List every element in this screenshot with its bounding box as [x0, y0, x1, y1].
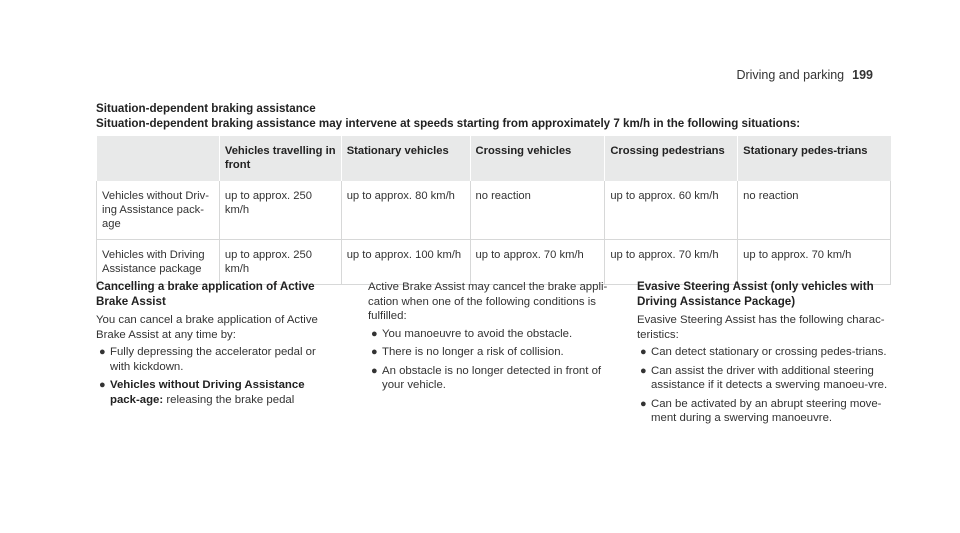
- intro-text: Situation-dependent braking assistance may intervene at speeds starting from approximately 7 km/h in the following situations:: [96, 117, 801, 130]
- bullet-icon: ●: [640, 364, 647, 377]
- list-item: [368, 327, 618, 342]
- table-header-cell: Vehicles travelling in front: [219, 136, 341, 181]
- list-item-text: releasing the brake pedal: [163, 393, 295, 406]
- table-header-cell: Crossing pedestrians: [605, 136, 738, 181]
- cancel-section: [96, 280, 336, 411]
- list-item: [96, 378, 336, 407]
- list-item-text: Can detect stationary or crossing pedes-trians.: [651, 346, 887, 358]
- bullet-icon: ●: [640, 346, 647, 358]
- evasive-section: [637, 280, 899, 430]
- list-item-label: Vehicles without Driving Assistance pack-age:: [110, 379, 305, 406]
- list-item-text: You manoeuvre to avoid the obstacle.: [382, 327, 573, 340]
- bullet-icon: ●: [371, 327, 378, 340]
- page-number: 199: [852, 68, 873, 82]
- list-item-text: Fully depressing the accelerator pedal or with kickdown.: [110, 346, 316, 373]
- table-cell: up to approx. 250 km/h: [219, 181, 341, 240]
- cancel-list: [96, 345, 336, 407]
- table-cell: Vehicles with Driving Assistance package: [97, 240, 220, 285]
- list-item: [96, 345, 336, 374]
- table-cell: no reaction: [470, 181, 605, 240]
- table-cell: up to approx. 70 km/h: [738, 240, 891, 285]
- bullet-icon: ●: [371, 364, 378, 377]
- cancel-intro: You can cancel a brake application of Active Brake Assist at any time by:: [96, 314, 318, 341]
- table-cell: up to approx. 60 km/h: [605, 181, 738, 240]
- bullet-icon: ●: [371, 346, 378, 358]
- list-item: [368, 364, 618, 393]
- list-item: [637, 397, 899, 426]
- table-row: [97, 240, 891, 285]
- bullet-icon: ●: [640, 397, 647, 410]
- list-item: [637, 345, 899, 360]
- table-header-cell: Crossing vehicles: [470, 136, 605, 181]
- table-cell: up to approx. 250 km/h: [219, 240, 341, 285]
- conditions-intro: Active Brake Assist may cancel the brake appli-cation when one of the following conditions is fulfilled:: [368, 281, 608, 322]
- evasive-title: Evasive Steering Assist (only vehicles with Driving Assistance Package): [637, 280, 874, 308]
- table-cell: up to approx. 70 km/h: [605, 240, 738, 285]
- table-header-row: [97, 136, 891, 181]
- section-title: Driving and parking: [736, 68, 845, 82]
- table-cell: up to approx. 70 km/h: [470, 240, 605, 285]
- table-cell: no reaction: [738, 181, 891, 240]
- table-cell: Vehicles without Driv-ing Assistance pack-age: [97, 181, 220, 240]
- braking-assistance-table: [96, 136, 891, 285]
- conditions-section: [368, 280, 618, 397]
- evasive-intro: Evasive Steering Assist has the following charac-teristics:: [637, 314, 885, 341]
- bullet-icon: ●: [99, 346, 106, 358]
- table-header-cell: Stationary pedes-trians: [738, 136, 891, 181]
- cancel-title: Cancelling a brake application of Active Brake Assist: [96, 280, 315, 308]
- table-cell: up to approx. 100 km/h: [341, 240, 470, 285]
- table-header-cell: [97, 136, 220, 181]
- table-row: [97, 181, 891, 240]
- table-header-cell: Stationary vehicles: [341, 136, 470, 181]
- list-item-text: Can assist the driver with additional steering assistance if it detects a swerving manoeu-vre.: [651, 364, 888, 391]
- intro-block: [96, 101, 896, 131]
- list-item: [637, 364, 899, 393]
- intro-title: Situation-dependent braking assistance: [96, 102, 316, 115]
- bullet-icon: ●: [99, 379, 106, 391]
- list-item-text: An obstacle is no longer detected in front of your vehicle.: [382, 364, 602, 391]
- list-item: [368, 345, 618, 360]
- evasive-list: [637, 345, 899, 426]
- list-item-text: Can be activated by an abrupt steering move-ment during a swerving manoeuvre.: [651, 397, 882, 424]
- conditions-list: [368, 327, 618, 393]
- list-item-text: There is no longer a risk of collision.: [382, 346, 564, 358]
- table-cell: up to approx. 80 km/h: [341, 181, 470, 240]
- page-header: [736, 68, 873, 82]
